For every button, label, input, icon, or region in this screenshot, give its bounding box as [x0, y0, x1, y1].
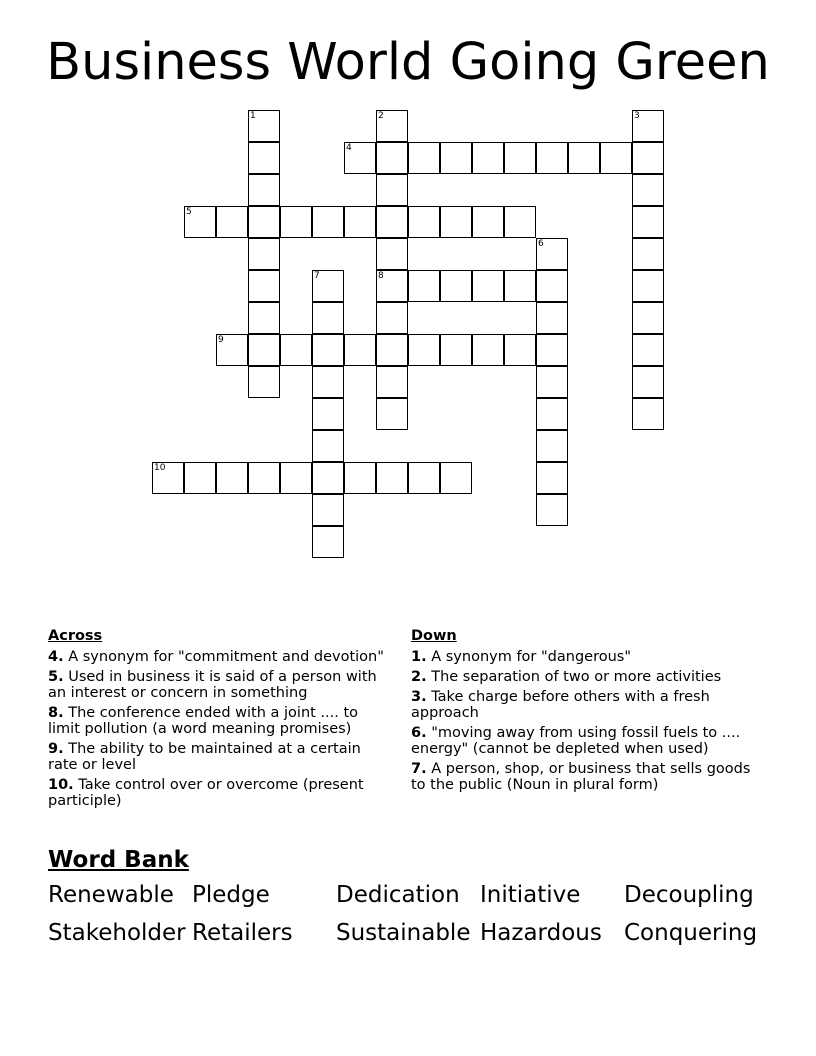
grid-cell[interactable]: [632, 270, 664, 302]
grid-cell[interactable]: [248, 302, 280, 334]
grid-cell[interactable]: [472, 142, 504, 174]
word-bank-item: Initiative: [480, 882, 581, 908]
grid-cell[interactable]: [536, 270, 568, 302]
grid-cell[interactable]: [408, 334, 440, 366]
grid-cell[interactable]: [536, 238, 568, 270]
clue-number: 7: [314, 271, 320, 281]
clue-number: 2: [378, 111, 384, 121]
grid-cell[interactable]: [216, 334, 248, 366]
grid-cell[interactable]: [536, 366, 568, 398]
grid-cell[interactable]: [248, 174, 280, 206]
across-clues: [48, 628, 393, 813]
grid-cell[interactable]: [376, 334, 408, 366]
across-clue-8: 8. The conference ended with a joint .... to limit pollution (a word meaning promises): [48, 705, 359, 737]
across-clue-4: 4. A synonym for "commitment and devotion": [48, 649, 384, 665]
grid-cell[interactable]: [312, 398, 344, 430]
across-clue-9: 9. The ability to be maintained at a certain rate or level: [48, 741, 361, 773]
grid-cell[interactable]: [632, 206, 664, 238]
grid-cell[interactable]: [312, 206, 344, 238]
grid-cell[interactable]: [472, 270, 504, 302]
grid-cell[interactable]: [248, 238, 280, 270]
grid-cell[interactable]: [504, 270, 536, 302]
grid-cell[interactable]: [632, 398, 664, 430]
word-bank-item: Stakeholder: [48, 920, 186, 946]
crossword-grid: [152, 110, 672, 560]
grid-cell[interactable]: [504, 206, 536, 238]
grid-cell[interactable]: [312, 366, 344, 398]
across-clue-10: 10. Take control over or overcome (present participle): [48, 777, 364, 809]
grid-cell[interactable]: [184, 462, 216, 494]
word-bank: [48, 882, 788, 947]
grid-cell[interactable]: [440, 206, 472, 238]
grid-cell[interactable]: [472, 206, 504, 238]
grid-cell[interactable]: [280, 334, 312, 366]
down-clue-3: 3. Take charge before others with a fresh approach: [411, 689, 710, 721]
grid-cell[interactable]: [312, 302, 344, 334]
grid-cell[interactable]: [472, 334, 504, 366]
grid-cell[interactable]: [440, 270, 472, 302]
clue-number: 3: [634, 111, 640, 121]
word-bank-item: Conquering: [624, 920, 758, 946]
word-bank-item: Sustainable: [336, 920, 471, 946]
grid-cell[interactable]: [216, 462, 248, 494]
grid-cell[interactable]: [408, 206, 440, 238]
down-clue-2: 2. The separation of two or more activities: [411, 669, 722, 685]
word-bank-title: Word Bank: [48, 847, 189, 873]
clue-number: 1: [250, 111, 256, 121]
grid-cell[interactable]: [632, 334, 664, 366]
grid-cell[interactable]: [184, 206, 216, 238]
word-bank-item: Renewable: [48, 882, 174, 908]
grid-cell[interactable]: [280, 206, 312, 238]
grid-cell[interactable]: [376, 142, 408, 174]
grid-cell[interactable]: [312, 270, 344, 302]
grid-cell[interactable]: [536, 494, 568, 526]
grid-cell[interactable]: [408, 270, 440, 302]
grid-cell[interactable]: [408, 142, 440, 174]
word-bank-item: Pledge: [192, 882, 270, 908]
grid-cell[interactable]: [536, 142, 568, 174]
page-title: Business World Going Green: [46, 33, 770, 92]
grid-cell[interactable]: [312, 526, 344, 558]
down-clue-1: 1. A synonym for "dangerous": [411, 649, 631, 665]
grid-cell[interactable]: [344, 462, 376, 494]
word-bank-item: Decoupling: [624, 882, 754, 908]
grid-cell[interactable]: [408, 462, 440, 494]
down-heading: Down: [411, 628, 457, 644]
grid-cell[interactable]: [632, 238, 664, 270]
grid-cell[interactable]: [440, 334, 472, 366]
grid-cell[interactable]: [632, 302, 664, 334]
grid-cell[interactable]: [376, 174, 408, 206]
word-bank-item: Retailers: [192, 920, 293, 946]
grid-cell[interactable]: [376, 398, 408, 430]
grid-cell[interactable]: [632, 142, 664, 174]
grid-cell[interactable]: [312, 462, 344, 494]
grid-cell[interactable]: [248, 334, 280, 366]
word-bank-item: Hazardous: [480, 920, 602, 946]
grid-cell[interactable]: [632, 110, 664, 142]
down-clue-6: 6. "moving away from using fossil fuels to .... energy" (cannot be depleted when used): [411, 725, 741, 757]
grid-cell[interactable]: [440, 142, 472, 174]
grid-cell[interactable]: [280, 462, 312, 494]
clue-number: 4: [346, 143, 352, 153]
grid-cell[interactable]: [376, 110, 408, 142]
grid-cell[interactable]: [632, 174, 664, 206]
grid-cell[interactable]: [504, 142, 536, 174]
grid-cell[interactable]: [536, 430, 568, 462]
grid-cell[interactable]: [504, 334, 536, 366]
word-bank-item: Dedication: [336, 882, 460, 908]
grid-cell[interactable]: [536, 398, 568, 430]
grid-cell[interactable]: [376, 462, 408, 494]
grid-cell[interactable]: [248, 462, 280, 494]
grid-cell[interactable]: [248, 142, 280, 174]
grid-cell[interactable]: [600, 142, 632, 174]
clue-number: 9: [218, 335, 224, 345]
grid-cell[interactable]: [376, 302, 408, 334]
grid-cell[interactable]: [376, 366, 408, 398]
clue-number: 6: [538, 239, 544, 249]
grid-cell[interactable]: [216, 206, 248, 238]
grid-cell[interactable]: [344, 206, 376, 238]
across-clue-5: 5. Used in business it is said of a person with an interest or concern in something: [48, 669, 377, 701]
grid-cell[interactable]: [536, 302, 568, 334]
grid-cell[interactable]: [344, 142, 376, 174]
clue-number: 8: [378, 271, 384, 281]
down-clue-7: 7. A person, shop, or business that sells goods to the public (Noun in plural form): [411, 761, 751, 793]
grid-cell[interactable]: [312, 334, 344, 366]
grid-cell[interactable]: [536, 462, 568, 494]
grid-cell[interactable]: [376, 206, 408, 238]
grid-cell[interactable]: [312, 430, 344, 462]
grid-cell[interactable]: [376, 270, 408, 302]
grid-cell[interactable]: [248, 270, 280, 302]
across-heading: Across: [48, 628, 103, 644]
grid-cell[interactable]: [248, 110, 280, 142]
grid-cell[interactable]: [536, 334, 568, 366]
clue-number: 5: [186, 207, 192, 217]
down-clues: [411, 628, 761, 797]
grid-cell[interactable]: [152, 462, 184, 494]
grid-cell[interactable]: [312, 494, 344, 526]
grid-cell[interactable]: [440, 462, 472, 494]
grid-cell[interactable]: [248, 206, 280, 238]
grid-cell[interactable]: [632, 366, 664, 398]
clue-number: 10: [154, 463, 166, 473]
grid-cell[interactable]: [568, 142, 600, 174]
grid-cell[interactable]: [344, 334, 376, 366]
grid-cell[interactable]: [376, 238, 408, 270]
grid-cell[interactable]: [248, 366, 280, 398]
